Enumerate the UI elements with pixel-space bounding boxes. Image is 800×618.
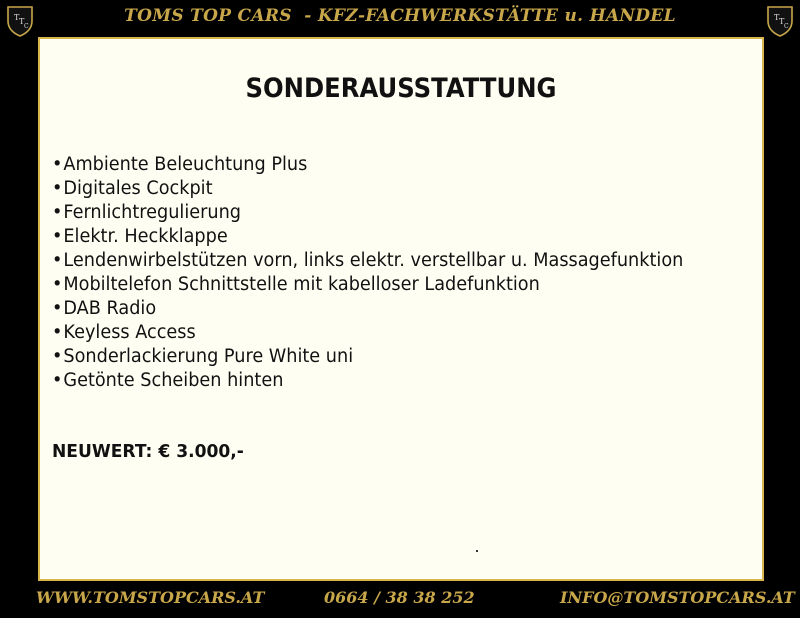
website-link[interactable]: WWW.TOMSTOPCARS.AT [36,588,265,607]
feature-item [52,273,683,297]
svg-text:T: T [14,13,20,22]
bullet-icon: • [52,250,63,271]
feature-text: Fernlichtregulierung [63,202,241,223]
bullet-icon: • [52,370,63,391]
feature-item [52,297,683,321]
bullet-icon: • [52,298,63,319]
price-label: NEUWERT: € 3.000,- [52,441,244,462]
feature-text: Getönte Scheiben hinten [63,370,284,391]
svg-text:T: T [19,17,25,26]
bullet-icon: • [52,178,63,199]
feature-text: DAB Radio [63,298,157,319]
feature-text: Ambiente Beleuchtung Plus [63,154,308,175]
bullet-icon: • [52,274,63,295]
feature-item [52,201,683,225]
bullet-icon: • [52,346,63,367]
bullet-icon: • [52,322,63,343]
feature-item [52,369,683,393]
svg-text:T: T [774,13,780,22]
phone-number[interactable]: 0664 / 38 38 252 [324,588,475,607]
svg-text:C: C [24,23,29,30]
feature-text: Mobiltelefon Schnittstelle mit kabelloser Ladefunktion [63,274,540,295]
email-link[interactable]: INFO@TOMSTOPCARS.AT [560,588,795,607]
ttc-shield-logo-icon [765,4,795,38]
feature-text: Sonderlackierung Pure White uni [63,346,354,367]
svg-text:T: T [779,17,785,26]
stray-dot [476,550,478,552]
feature-text: Elektr. Heckklappe [63,226,228,247]
header-title: TOMS TOP CARS - KFZ-FACHWERKSTÄTTE u. HANDEL [124,6,676,26]
bullet-icon: • [52,202,63,223]
feature-item [52,153,683,177]
feature-item [52,249,683,273]
feature-item [52,225,683,249]
feature-list [52,153,683,393]
bullet-icon: • [52,226,63,247]
svg-text:C: C [784,23,789,30]
bullet-icon: • [52,154,63,175]
content-panel [38,37,764,581]
feature-item [52,345,683,369]
page-heading: SONDERAUSSTATTUNG [245,73,557,104]
feature-item [52,177,683,201]
feature-text: Lendenwirbelstützen vorn, links elektr. verstellbar u. Massagefunktion [63,250,684,271]
feature-text: Digitales Cockpit [63,178,213,199]
feature-text: Keyless Access [63,322,196,343]
feature-item [52,321,683,345]
